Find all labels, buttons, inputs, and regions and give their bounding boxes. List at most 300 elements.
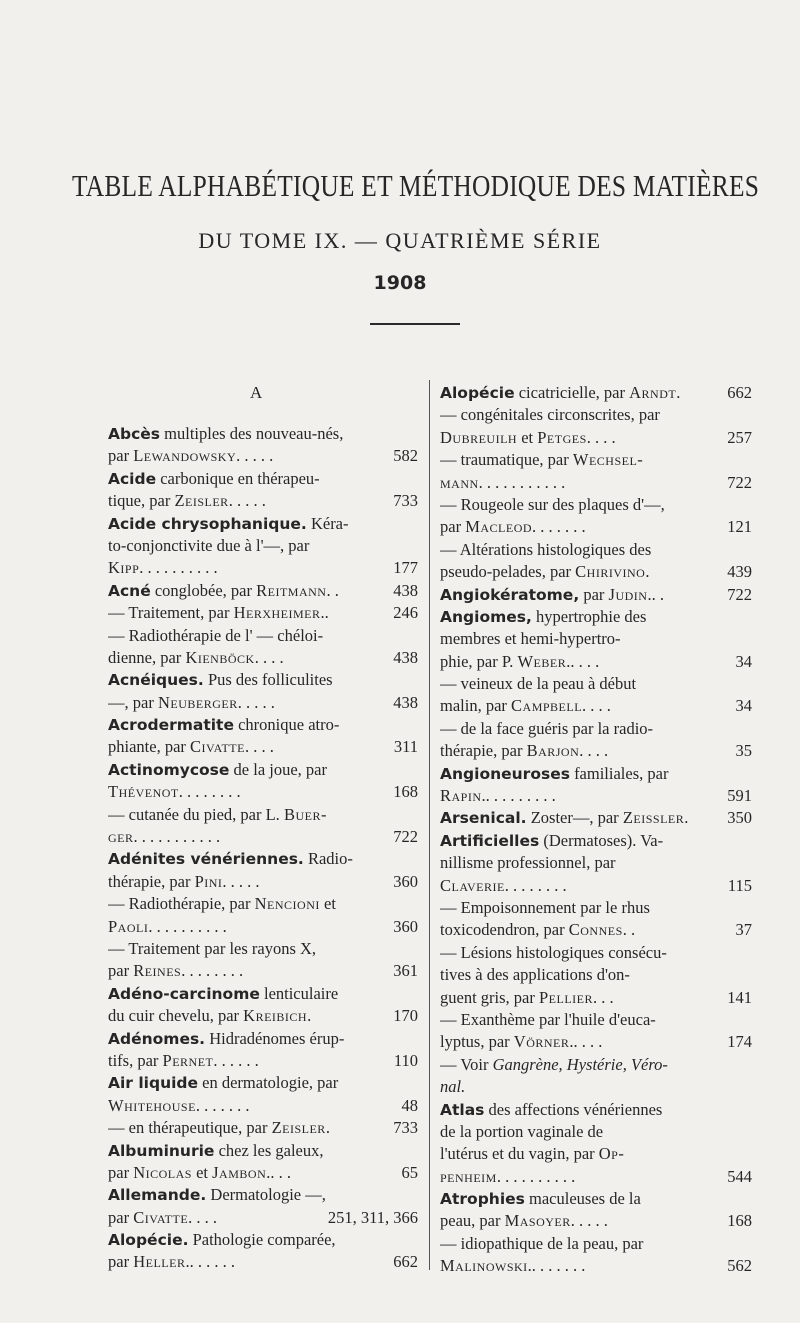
author-name: Campbell [511, 696, 583, 716]
entry-keyword: Alopécie [440, 384, 515, 402]
entry-text: .. . . . . . . . . [481, 786, 556, 806]
index-line [440, 516, 752, 538]
index-line [108, 960, 418, 982]
index-line [440, 404, 752, 426]
author-name: Whitehouse [108, 1095, 196, 1115]
page-number: 582 [393, 446, 418, 466]
entry-keyword: Allemande. [108, 1186, 207, 1205]
index-line-text [108, 759, 418, 781]
year-heading: 1908 [373, 272, 427, 294]
index-line [440, 763, 752, 785]
index-line-text [440, 673, 752, 695]
index-line-text [108, 893, 418, 915]
entry-text: conglobée, par [150, 580, 257, 600]
index-line [108, 669, 418, 691]
author-name: Zeissler [622, 808, 685, 828]
index-line-text [440, 1099, 752, 1121]
page-subtitle: DU TOME IX. — QUATRIÈME SÉRIE [198, 228, 602, 253]
entry-text: . [645, 562, 650, 582]
entry-text: . . [326, 580, 339, 600]
index-column-right [440, 382, 752, 1278]
index-line [440, 875, 752, 897]
entry-text: Pathologie comparée, [188, 1230, 336, 1250]
entry-text: —, par [108, 692, 158, 712]
index-line [108, 535, 418, 557]
entry-text: . . . . . [237, 692, 275, 712]
author-name: Arndt [629, 383, 677, 402]
title-rule [370, 323, 460, 325]
index-line-text [108, 692, 388, 714]
index-line-text [108, 445, 388, 467]
index-line-text [108, 490, 388, 512]
index-line [440, 897, 752, 919]
index-line-text [440, 695, 722, 717]
entry-text: . [307, 1006, 312, 1026]
author-name: Heller [133, 1252, 186, 1272]
index-line-text [108, 1095, 388, 1117]
entry-text: . . . . . . . . [181, 961, 244, 981]
entry-text: thérapie, par [440, 741, 527, 761]
index-line [440, 539, 752, 561]
entry-keyword: Acide [108, 469, 157, 488]
index-line [440, 740, 752, 762]
entry-text: membres et hemi-hypertro- [440, 629, 621, 649]
entry-text: — idiopathique de la peau, par [440, 1233, 644, 1253]
entry-text: par [579, 584, 609, 604]
index-line-text [108, 557, 388, 579]
entry-text: et [319, 894, 336, 914]
index-line-text [108, 736, 388, 758]
entry-text: .. . . [266, 1162, 291, 1182]
entry-keyword: Atlas [440, 1100, 485, 1119]
index-line [108, 513, 418, 535]
index-line [440, 919, 752, 941]
entry-text: chronique atro- [233, 715, 340, 735]
index-line-text [440, 1031, 722, 1053]
entry-text: — Voir [440, 1054, 493, 1074]
page-number: 722 [727, 472, 752, 492]
page-number: 722 [393, 827, 418, 847]
entry-text: . . . . . . . [532, 517, 586, 537]
entry-text: — cutanée du pied, par L. [108, 804, 284, 824]
page-number: 170 [393, 1006, 418, 1026]
index-line-text [108, 1251, 388, 1273]
page-number: 544 [727, 1166, 752, 1186]
author-name: Petges [537, 427, 587, 447]
section-letter: A [250, 383, 263, 402]
entry-text: malin, par [440, 696, 512, 716]
index-line-text [440, 382, 722, 404]
entry-text: phiante, par [108, 737, 191, 757]
entry-text: . . . . . [570, 1211, 608, 1231]
index-line [440, 628, 752, 650]
page-number: 733 [393, 1118, 418, 1138]
index-line [108, 423, 418, 445]
index-line [108, 625, 418, 647]
entry-text: dienne, par [108, 647, 186, 667]
entry-text: tives à des applications d'on- [440, 965, 630, 985]
entry-text: thérapie, par [108, 871, 195, 891]
index-line [108, 1117, 418, 1139]
page-number: 177 [393, 558, 418, 578]
entry-keyword: Acrodermatite [108, 716, 234, 735]
author-name: Buer- [283, 804, 327, 824]
entry-text: — Radiothérapie, par [108, 894, 255, 914]
entry-text: — Radiothérapie de l' — chéloi- [108, 625, 324, 645]
page-number: 361 [393, 961, 418, 981]
entry-text: — Empoisonnement par le rhus [440, 897, 650, 917]
entry-text: . . . . [582, 696, 611, 716]
entry-text: des affections vénériennes [484, 1099, 663, 1119]
entry-text: (Dermatoses). Va- [539, 830, 664, 850]
page-number: 115 [727, 875, 752, 895]
entry-text: Radio- [303, 849, 353, 869]
entry-text: . . . . . . . . . . [139, 558, 218, 578]
index-line-text [440, 1076, 752, 1098]
author-name: Lewandowsky [133, 446, 237, 466]
entry-text: . [325, 1118, 330, 1138]
index-line-text [440, 718, 752, 740]
index-line-text [440, 1009, 752, 1031]
entry-text: — congénitales circonscrites, par [440, 405, 660, 425]
author-name: Civatte [190, 737, 245, 757]
entry-text: de la portion vaginale de [440, 1121, 604, 1141]
author-name: Dubreuilh [440, 427, 518, 447]
index-line [108, 1229, 418, 1251]
index-line [440, 1166, 752, 1188]
index-line [108, 759, 418, 781]
entry-keyword: Acnéiques. [108, 671, 204, 690]
index-line-text [108, 781, 388, 803]
author-name: Neuberger [157, 692, 238, 712]
entry-text: .. . . . [569, 1032, 603, 1052]
author-name: ger [108, 827, 134, 847]
index-line-text [108, 669, 418, 691]
page-number: 168 [393, 782, 418, 802]
entry-text: . . . . . . [213, 1050, 259, 1070]
page-number: 251, 311, 366 [327, 1207, 418, 1227]
entry-keyword: Adénites vénériennes. [108, 850, 304, 869]
author-name: Malinowski [440, 1256, 528, 1276]
entry-text: — Rougeole sur des plaques d'—, [440, 494, 665, 514]
entry-keyword: Angiomes, [440, 607, 532, 626]
index-line [108, 1028, 418, 1050]
index-line [440, 1009, 752, 1031]
entry-text: — Altérations histologiques des [440, 539, 652, 559]
entry-text: — Traitement par les rayons X, [108, 938, 317, 958]
page-number: 34 [735, 696, 752, 716]
index-line [440, 651, 752, 673]
index-line-text [440, 584, 722, 606]
index-line-text [108, 1050, 388, 1072]
index-line-text [440, 830, 752, 852]
index-line-text [440, 606, 752, 628]
index-line [108, 938, 418, 960]
author-name: Nencioni [254, 894, 320, 914]
index-line-text [440, 785, 722, 807]
entry-keyword: Adéno-carcinome [108, 984, 260, 1003]
entry-text: . . . . [188, 1207, 218, 1227]
index-line-text [440, 494, 752, 516]
entry-text: de la joue, par [229, 759, 328, 779]
author-name: Connes [568, 920, 623, 940]
author-name: mann [440, 472, 479, 492]
index-line-text [440, 919, 722, 941]
cross-reference: Gangrène, Hystérie, Véro- [492, 1054, 668, 1074]
entry-text: multiples des nouveau-nés, [160, 424, 344, 443]
entry-text: .. . [647, 584, 664, 604]
page-number: 438 [393, 580, 418, 600]
index-line [440, 942, 752, 964]
author-name: Pini [194, 871, 223, 891]
entry-keyword: Alopécie. [108, 1231, 189, 1250]
entry-text: lyptus, par [440, 1032, 514, 1052]
index-line [440, 1054, 752, 1076]
author-name: Thévenot [108, 782, 179, 802]
index-line [108, 1050, 418, 1072]
entry-text: . . . . . . . . . . . [133, 827, 221, 847]
entry-text: . . . . . . . . . . [148, 916, 227, 936]
page-number: 37 [735, 920, 752, 940]
index-line [108, 1095, 418, 1117]
author-name: Reines [133, 961, 182, 981]
index-line-text [108, 468, 418, 490]
author-name: Vörner [513, 1032, 570, 1052]
page-number: 311 [393, 737, 418, 757]
index-line-text [440, 516, 722, 538]
entry-text: phie, par P. [440, 651, 518, 671]
index-line-text [440, 427, 722, 449]
index-line-text [108, 714, 418, 736]
index-line [108, 445, 418, 467]
page-number: 48 [401, 1095, 418, 1115]
index-line [440, 695, 752, 717]
entry-text: . . . . . [222, 871, 260, 891]
index-line [440, 1031, 752, 1053]
page-number: 246 [393, 603, 418, 623]
author-name: Kreibich [243, 1006, 308, 1026]
index-line-text [108, 1140, 418, 1162]
index-line-text [440, 897, 752, 919]
entry-text: en dermatologie, par [198, 1073, 339, 1093]
index-line [108, 983, 418, 1005]
index-line-text [440, 852, 752, 874]
author-name: penheim [440, 1166, 497, 1186]
entry-text: . [676, 383, 681, 402]
page-number: 662 [393, 1252, 418, 1272]
author-name: Civatte [133, 1207, 189, 1227]
index-line [440, 382, 752, 404]
index-line [108, 468, 418, 490]
index-line-text [440, 1188, 752, 1210]
page-number: 591 [727, 786, 752, 806]
index-line-text [108, 1072, 418, 1094]
entry-text: .. . . . . . [185, 1252, 235, 1272]
index-line-text [108, 871, 388, 893]
index-line [440, 718, 752, 740]
entry-keyword: Albuminurie [108, 1141, 215, 1160]
page-number: 65 [401, 1162, 418, 1182]
index-line-text [440, 1143, 752, 1165]
entry-text: . . . . . . . . . . . [478, 472, 566, 492]
entry-text: du cuir chevelu, par [108, 1006, 244, 1026]
entry-text: .. . . . . . . [527, 1256, 586, 1276]
index-line-text [108, 1207, 328, 1229]
page-number: 141 [727, 987, 752, 1007]
author-name: Kipp [108, 558, 140, 578]
index-line [108, 692, 418, 714]
entry-text: . . . . . . . . . . [496, 1166, 576, 1186]
author-name: Masoyer [504, 1211, 571, 1231]
index-line-text [440, 763, 752, 785]
index-line [108, 871, 418, 893]
author-name: Jambon [212, 1162, 267, 1182]
page-number: 257 [727, 427, 752, 447]
entry-text: . . . . [244, 737, 274, 757]
index-line [108, 1005, 418, 1027]
index-line [440, 584, 752, 606]
author-name: Judin [608, 584, 648, 604]
page-number: 360 [393, 916, 418, 936]
index-column-left [108, 423, 418, 1274]
index-line-text [108, 938, 418, 960]
entry-keyword: Acné [108, 581, 151, 600]
index-line [108, 893, 418, 915]
index-line-text [440, 561, 722, 583]
index-line-text [440, 942, 752, 964]
index-line-text [440, 651, 722, 673]
index-line [108, 1207, 418, 1229]
entry-text: .. . . . [566, 651, 600, 671]
entry-text: — de la face guéris par la radio- [440, 718, 654, 738]
page-number: 733 [393, 491, 418, 511]
index-line [108, 781, 418, 803]
author-name: Zeisler [174, 491, 229, 511]
entry-text: toxicodendron, par [440, 920, 569, 940]
page-title: TABLE ALPHABÉTIQUE ET MÉTHODIQUE DES MATIÈRES [72, 168, 760, 203]
entry-text: Zoster—, par [526, 808, 623, 828]
index-line-text [108, 983, 418, 1005]
entry-text: par [440, 517, 466, 537]
entry-text: cicatricielle, par [514, 383, 630, 402]
entry-text: — en thérapeutique, par [108, 1118, 272, 1138]
entry-text: — Traitement, par [108, 603, 234, 623]
index-line [108, 557, 418, 579]
entry-text: et [517, 427, 538, 447]
index-line-text [108, 602, 388, 624]
index-line [108, 1251, 418, 1273]
entry-text: — Lésions histologiques consécu- [440, 942, 667, 962]
index-line-text [108, 1162, 388, 1184]
index-line [108, 647, 418, 669]
entry-text: . . . . . [236, 446, 274, 466]
entry-text: tifs, par [108, 1050, 163, 1070]
index-line [108, 1072, 418, 1094]
entry-text: . . . [592, 987, 614, 1007]
entry-text: par [108, 1252, 134, 1272]
index-line [440, 472, 752, 494]
author-name: Kienböck [185, 647, 255, 667]
index-line-text [440, 404, 752, 426]
entry-text: l'utérus et du vagin, par [440, 1144, 599, 1164]
index-line [440, 830, 752, 852]
entry-keyword: Artificielles [440, 831, 540, 850]
entry-keyword: Angioneuroses [440, 764, 570, 783]
index-line-text [108, 1229, 418, 1251]
index-line [108, 1140, 418, 1162]
index-line-text [440, 449, 752, 471]
page-number: 439 [727, 562, 752, 582]
author-name: Wechsel- [572, 450, 644, 470]
author-name: Reitmann [256, 580, 327, 600]
index-line [440, 1210, 752, 1232]
entry-text: . . . . . . . . [504, 875, 567, 895]
entry-text: nillisme professionnel, par [440, 853, 616, 873]
index-line [108, 580, 418, 602]
author-name: Claverie [440, 875, 505, 895]
index-line [440, 1143, 752, 1165]
index-line [108, 804, 418, 826]
index-line-text [440, 807, 722, 829]
page-number: 110 [393, 1050, 418, 1070]
entry-keyword: Air liquide [108, 1074, 199, 1093]
index-line-text [440, 1255, 722, 1277]
entry-keyword: Arsenical. [440, 809, 527, 828]
index-line-text [440, 628, 752, 650]
page-number: 438 [393, 692, 418, 712]
index-line [108, 1162, 418, 1184]
index-line-text [440, 539, 752, 561]
entry-text: Pus des folliculites [203, 670, 333, 690]
index-line-text [108, 423, 418, 445]
page-number: 438 [393, 647, 418, 667]
index-line-text [108, 625, 418, 647]
entry-text: Kéra- [306, 513, 349, 533]
index-line [440, 561, 752, 583]
author-name: Paoli [108, 916, 149, 936]
index-line [440, 1076, 752, 1098]
page-number: 121 [727, 517, 752, 537]
index-line-text [440, 875, 722, 897]
author-name: Pellier [538, 987, 593, 1007]
index-line-text [108, 580, 388, 602]
index-line [440, 964, 752, 986]
index-line-text [440, 1166, 722, 1188]
index-line-text [440, 1054, 752, 1076]
index-line-text [108, 848, 418, 870]
index-line [440, 1233, 752, 1255]
index-line [108, 490, 418, 512]
entry-text: . [684, 808, 689, 828]
index-line [440, 785, 752, 807]
index-line [440, 807, 752, 829]
entry-text: maculeuses de la [524, 1189, 641, 1209]
index-line [108, 1184, 418, 1206]
author-name: Chirivino [575, 562, 646, 582]
entry-text: pseudo-pelades, par [440, 562, 576, 582]
entry-text: — traumatique, par [440, 450, 573, 470]
index-line [440, 1121, 752, 1143]
index-line-text [108, 916, 388, 938]
page-number: 35 [735, 741, 752, 761]
entry-text: Dermatologie —, [206, 1185, 326, 1205]
index-line-text [108, 513, 418, 535]
index-line-text [440, 964, 752, 986]
index-line [108, 826, 418, 848]
entry-text: . . [622, 920, 636, 940]
entry-text: — Exanthème par l'huile d'euca- [440, 1009, 656, 1029]
entry-text: hypertrophie des [531, 606, 647, 626]
